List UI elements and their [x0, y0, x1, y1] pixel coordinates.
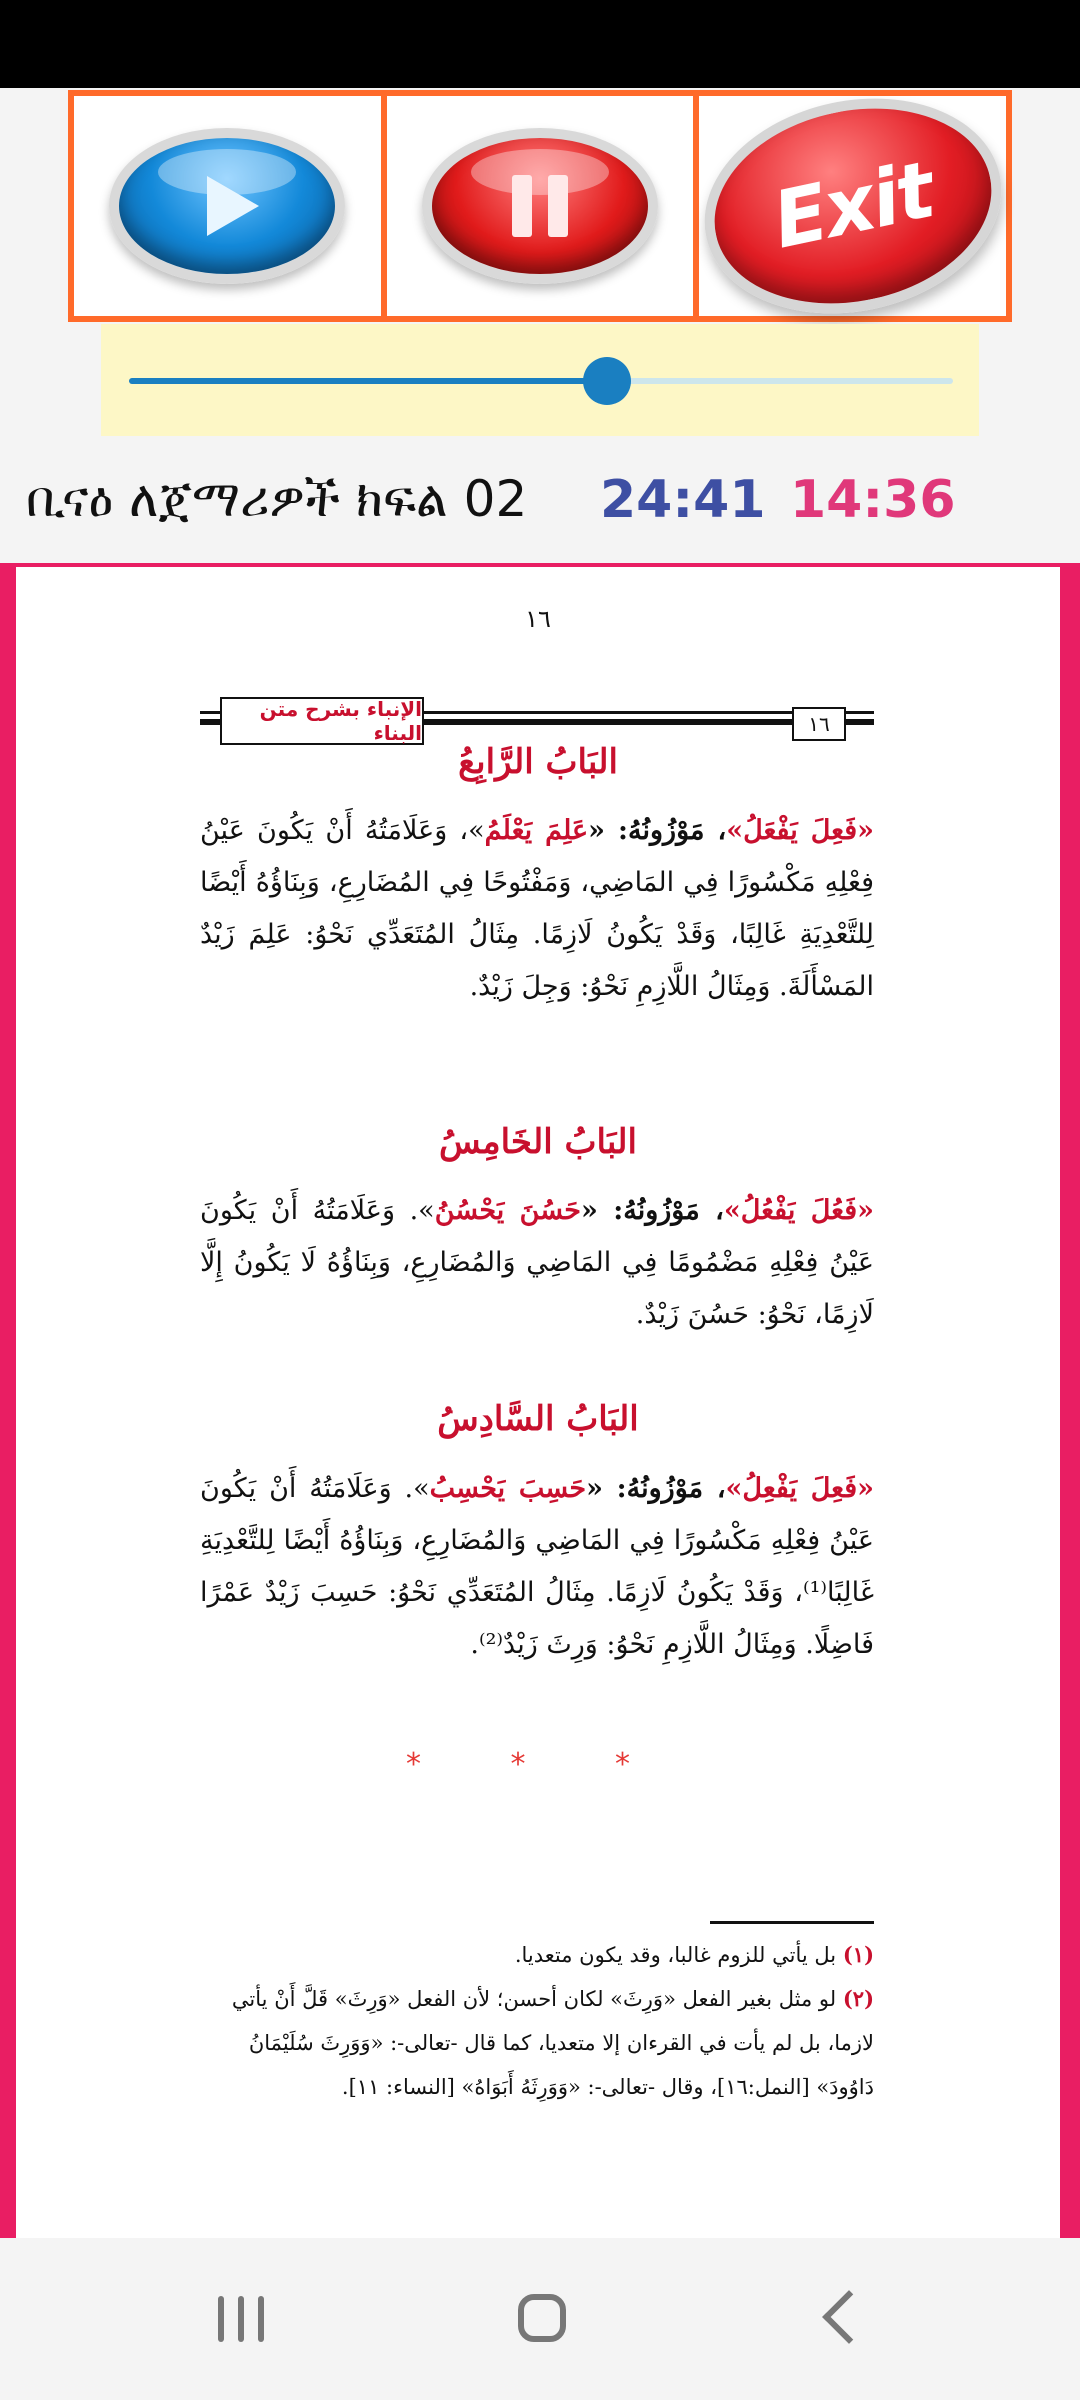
book-title-banner: الإنباء بشرح متن البناء — [220, 697, 424, 745]
exit-button[interactable] — [699, 96, 1006, 316]
footnote-1-number: (١) — [842, 1942, 874, 1967]
section4-text: »، وَعَلَامَتُهُ أَنْ يَكُونَ عَيْنُ فِعْلِهِ مَكْسُورًا فِي المَاضِي، وَمَفْتُوحًا فِي المُضَارِعِ، وَبِنَاؤُهُ أَيْضًا لِلتَّعْدِيَةِ غَالِبًا، وَقَدْ يَكُونُ لَازِمًا. مِثَالُ المُتَعَدِّي نَحْوُ: عَلِمَ زَيْدٌ المَسْأَلَةَ. وَمِثَالُ اللَّازِمِ نَحْوُ: وَجِلَ زَيْدٌ. — [200, 815, 874, 1002]
section4-paragraph — [200, 805, 874, 1013]
footnote-2-number: (٢) — [842, 1986, 874, 2011]
page-number: ١٦ — [525, 605, 551, 633]
section4-lead: «فَعِلَ يَفْعَلُ» — [726, 815, 874, 846]
pause-button[interactable] — [387, 96, 694, 316]
lesson-title: ቢናዕ ለጀማሪዎች ክፍል 02 — [26, 470, 528, 528]
page-number-box: ١٦ — [792, 707, 846, 741]
status-bar — [0, 0, 1080, 88]
section4-mizan: عَلِمَ يَعْلَمُ — [484, 815, 589, 846]
info-row — [0, 452, 1080, 552]
footnotes — [200, 1933, 874, 2109]
recent-apps-icon[interactable] — [218, 2296, 264, 2342]
section5-lead: «فَعُلَ يَفْعُلُ» — [723, 1195, 874, 1226]
footnote-2-text: لو مثل بغير الفعل «وَرِثَ» لكان أحسن؛ لأن الفعل «وَرِثَ» قَلَّ أَنْ يأتي لازما، بل لم يأت في القرءان إلا متعديا، كما قال -تعالى-: «وَوَرِثَ سُلَيْمَانُ دَاوُودَ» [النمل:١٦]، وقال -تعالى-: «وَوَرِثَهُ أَبَوَاهُ» [النساء: ١١]. — [231, 1987, 874, 2099]
section5-paragraph — [200, 1185, 874, 1341]
section5-heading: البَابُ الخَامِسُ — [439, 1122, 637, 1162]
section4-heading: البَابُ الرَّابِعُ — [458, 742, 618, 782]
seek-progress — [129, 378, 607, 384]
footnote-1-text: بل يأتي للزوم غالبا، وقد يكون متعديا. — [514, 1943, 837, 1967]
back-icon[interactable] — [822, 2290, 876, 2344]
section6-heading: البَابُ السَّادِسُ — [437, 1399, 639, 1439]
document-page — [16, 567, 1060, 2238]
exit-icon — [684, 72, 1021, 340]
player-controls — [68, 90, 1012, 322]
exit-label: Exit — [765, 145, 941, 267]
total-time: 24:41 — [600, 470, 766, 530]
pause-icon — [422, 128, 658, 284]
section-divider-stars: * * * — [405, 1747, 671, 1782]
seek-track[interactable] — [129, 378, 953, 384]
section5-text: ». وَعَلَامَتُهُ أَنْ يَكُونَ عَيْنُ فِعْلِهِ مَضْمُومًا فِي المَاضِي وَالمُضَارِعِ، وَبِنَاؤُهُ لَا يَكُونُ إِلَّا لَازِمًا، نَحْوُ: حَسُنَ زَيْدٌ. — [200, 1195, 874, 1330]
section6-text: ». وَعَلَامَتُهُ أَنْ يَكُونَ عَيْنُ فِعْلِهِ مَكْسُورًا فِي المَاضِي وَالمُضَارِعِ، وَبِنَاؤُهُ أَيْضًا لِلتَّعْدِيَةِ غَالِبًا⁽¹⁾، وَقَدْ يَكُونُ لَازِمًا. مِثَالُ المُتَعَدِّي نَحْوُ: حَسِبَ زَيْدٌ عَمْرًا فَاضِلًا. وَمِثَالُ اللَّازِمِ نَحْوُ: وَرِثَ زَيْدٌ⁽²⁾. — [200, 1473, 874, 1660]
footnote-rule — [710, 1921, 874, 1924]
section6-mizan: حَسِبَ يَحْسِبُ — [429, 1473, 587, 1504]
section4-mizan-label: ، مَوْزُونُهُ: « — [588, 815, 727, 846]
seek-panel — [101, 324, 979, 436]
section6-paragraph — [200, 1463, 874, 1671]
system-nav-bar — [0, 2238, 1080, 2400]
footnote-1 — [200, 1933, 874, 1977]
home-icon[interactable] — [518, 2294, 566, 2342]
current-time: 14:36 — [790, 470, 956, 530]
section6-lead: «فَعِلَ يَفْعِلُ» — [725, 1473, 874, 1504]
document-viewer[interactable] — [0, 563, 1080, 2238]
seek-thumb[interactable] — [583, 357, 631, 405]
footnote-2 — [200, 1977, 874, 2109]
section6-mizan-label: ، مَوْزُونُهُ: « — [586, 1473, 726, 1504]
section5-mizan-label: ، مَوْزُونُهُ: « — [581, 1195, 724, 1226]
play-icon — [109, 128, 345, 284]
section5-mizan: حَسُنَ يَحْسُنُ — [434, 1195, 581, 1226]
play-button[interactable] — [74, 96, 381, 316]
